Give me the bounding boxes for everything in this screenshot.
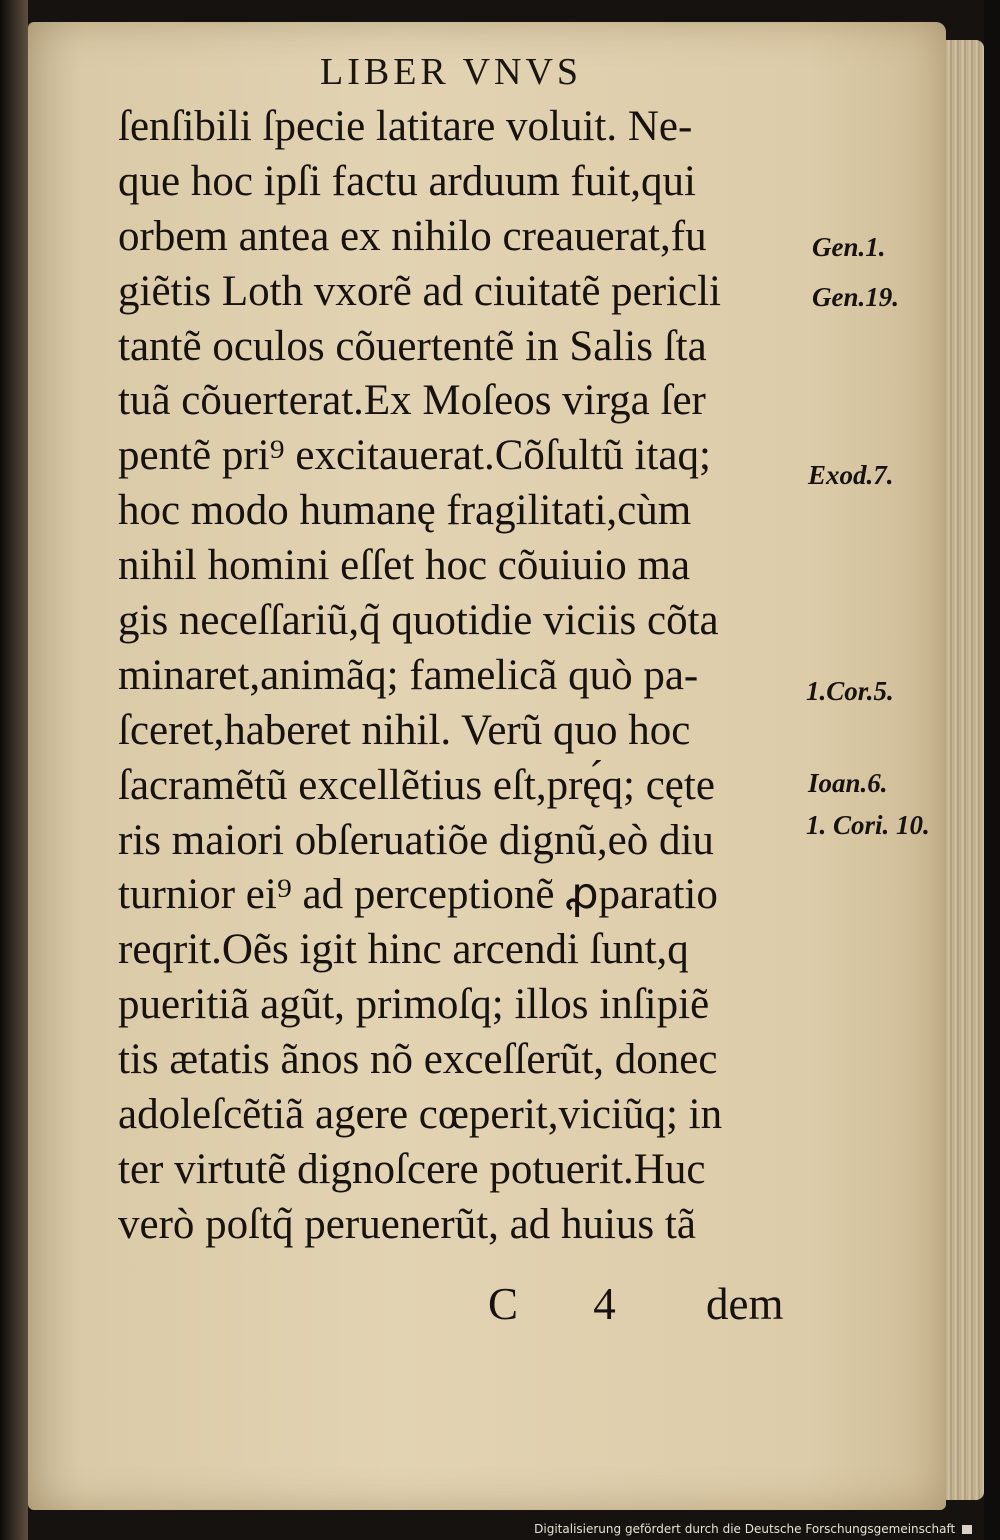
margin-note: Exod.7.: [808, 460, 894, 490]
background-edge: [984, 0, 1000, 1540]
digitization-credit: [534, 1522, 972, 1536]
body-text: [118, 100, 808, 1253]
credit-text: Digitalisierung gefördert durch die Deutsche Forschungsgemeinschaft: [534, 1522, 956, 1536]
running-head: LIBER VNVS: [320, 51, 583, 93]
text-line: ris maiori obſeruatiõe dignũ,eò diu: [118, 816, 714, 864]
text-line: reqrit.Oẽs igit hinc arcendi ſunt,q: [118, 926, 689, 974]
text-line: verò poſtq̃ peruenerũt, ad huius tã: [118, 1200, 696, 1248]
text-line: pentẽ pri⁹ excitauerat.Cõſultũ itaq;: [118, 432, 711, 480]
text-line: orbem antea ex nihilo creauerat,fu: [118, 212, 707, 260]
text-line: hoc modo humanę fragilitati,cùm: [118, 487, 692, 535]
text-line: adoleſcẽtiã agere cœperit,viciũq; in: [118, 1091, 723, 1139]
text-line: ter virtutẽ dignoſcere potuerit.Huc: [118, 1145, 706, 1193]
catchword: dem: [706, 1279, 784, 1329]
text-line: ſceret,haberet nihil. Verũ quo hoc: [118, 706, 691, 754]
text-line: minaret,animãq; famelicã quò pa-: [118, 651, 699, 699]
margin-note: Ioan.6.: [808, 768, 888, 798]
dfg-logo-icon: [962, 1525, 972, 1534]
page-edges: [946, 40, 984, 1500]
text-line: giẽtis Loth vxorẽ ad ciuitatẽ pericli: [118, 267, 721, 315]
page-footer: [118, 1278, 808, 1338]
margin-note: 1.Cor.5.: [806, 676, 894, 706]
text-line: tantẽ oculos cõuertentẽ in Salis ſta: [118, 322, 707, 370]
signature-mark: C 4: [488, 1279, 648, 1329]
margin-note: Gen.19.: [812, 282, 899, 312]
text-line: ſenſibili ſpecie latitare voluit. Ne-: [118, 103, 693, 150]
text-line: que hoc ipſi factu arduum fuit,qui: [118, 157, 696, 205]
text-line: ſacramẽtũ excellẽtius eſt,prę́q; cęte: [118, 761, 715, 809]
margin-note: Gen.1.: [812, 232, 886, 262]
text-line: pueritiã agũt, primoſq; illos inſipiẽ: [118, 981, 710, 1029]
text-line: turnior ei⁹ ad perceptionẽ ꝓparatio: [118, 871, 718, 919]
book-spine: [0, 0, 28, 1540]
text-line: tis ætatis ãnos nõ exceſſerũt, donec: [118, 1036, 718, 1084]
text-line: gis neceſſariũ,q̃ quotidie viciis cõta: [118, 597, 719, 645]
text-line: nihil homini eſſet hoc cõuiuio ma: [118, 542, 691, 590]
text-line: tuã cõuerterat.Ex Moſeos virga ſer: [118, 377, 706, 425]
margin-note: 1. Cori. 10.: [806, 810, 930, 840]
